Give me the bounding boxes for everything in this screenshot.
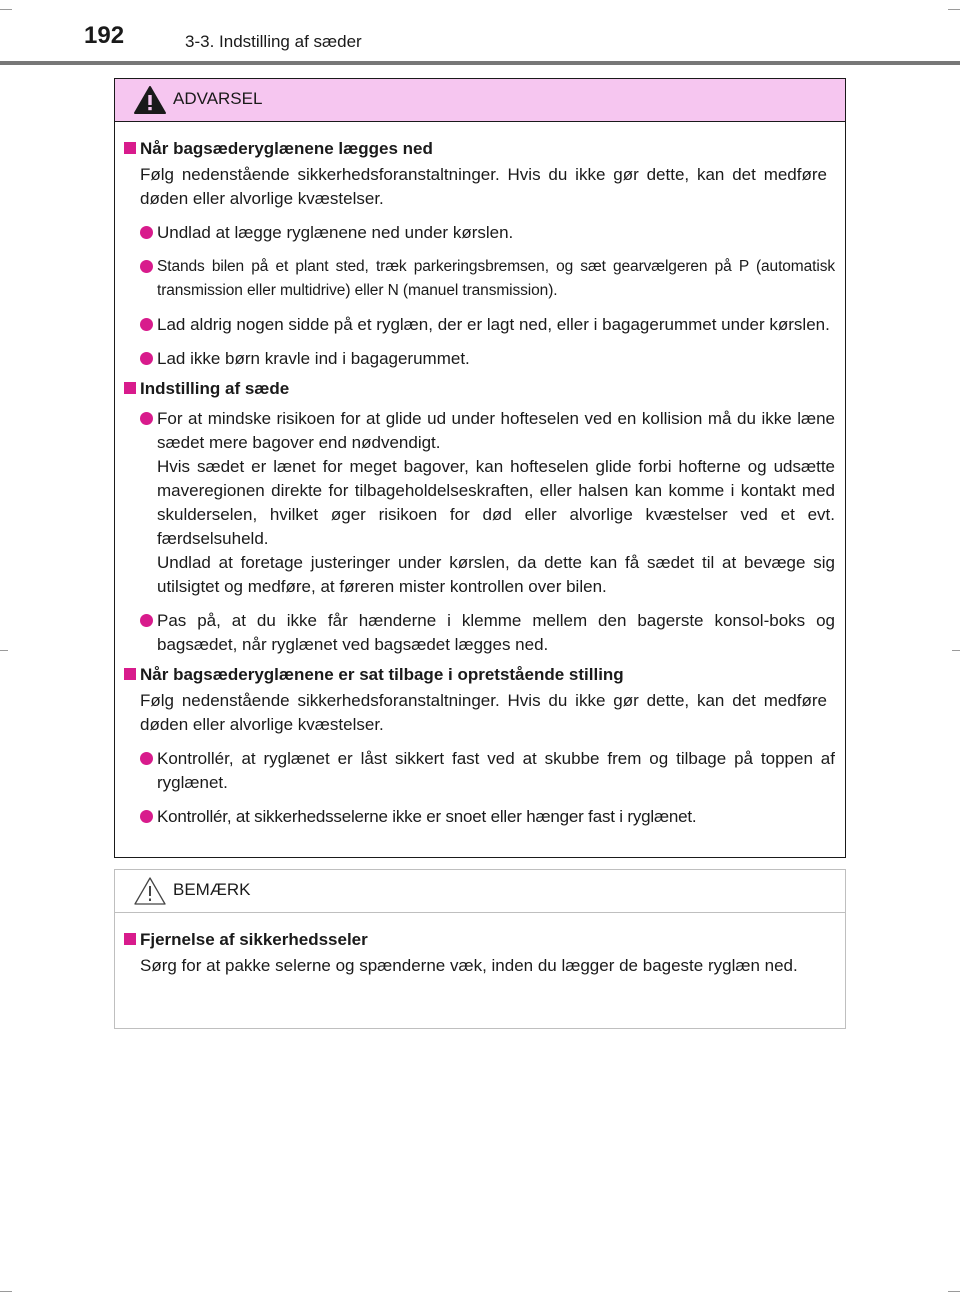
crop-mark bbox=[948, 1291, 960, 1292]
section-intro: Følg nedenstående sikkerhedsforanstaltninger. Hvis du ikke gør dette, kan det medføre døden eller alvorlige kvæstelser. bbox=[140, 165, 827, 208]
notice-text: Sørg for at pakke selerne og spænderne væk, inden du lægger de bageste ryglæn ned. bbox=[140, 956, 798, 975]
warning-triangle-outline-icon bbox=[133, 876, 167, 906]
warning-title: ADVARSEL bbox=[173, 89, 263, 108]
list-item bbox=[115, 407, 845, 599]
warning-body bbox=[115, 137, 845, 829]
page-number: 192 bbox=[84, 22, 125, 49]
list-item: Kontrollér, at ryglænet er låst sikkert fast ved at skubbe frem og tilbage på toppen af ryglænet. bbox=[115, 747, 845, 795]
crop-mark bbox=[0, 1291, 12, 1292]
crop-mark bbox=[948, 9, 960, 10]
warning-box bbox=[114, 78, 846, 858]
list-item-text: Hvis sædet er lænet for meget bagover, kan hofteselen glide forbi hofterne og udsætte maveregionen direkte for tilbageholdelseskraften, eller halsen kan komme i kontakt med skulderselen, hvilket øger risikoen for død eller alvorlige kvæstelser ved et evt. færdselsuheld. bbox=[157, 457, 835, 548]
warning-header bbox=[115, 79, 845, 122]
notice-header bbox=[115, 870, 845, 913]
notice-body bbox=[115, 928, 845, 978]
crop-mark bbox=[0, 650, 8, 651]
crop-mark bbox=[952, 650, 960, 651]
section-heading: Fjernelse af sikkerhedsseler bbox=[115, 928, 845, 952]
notice-title: BEMÆRK bbox=[173, 880, 251, 899]
list-item: Lad aldrig nogen sidde på et ryglæn, der er lagt ned, eller i bagagerummet under kørslen. bbox=[115, 313, 845, 337]
list-item: Kontrollér, at sikkerhedsselerne ikke er snoet eller hænger fast i ryglænet. bbox=[115, 805, 845, 829]
list-item: Lad ikke børn kravle ind i bagagerummet. bbox=[115, 347, 845, 371]
crop-mark bbox=[0, 9, 12, 10]
header-rule bbox=[0, 61, 960, 65]
section-intro: Følg nedenstående sikkerhedsforanstaltninger. Hvis du ikke gør dette, kan det medføre døden eller alvorlige kvæstelser. bbox=[140, 691, 827, 734]
notice-box bbox=[114, 869, 846, 1029]
list-item: Pas på, at du ikke får hænderne i klemme mellem den bagerste konsol-boks og bagsædet, når ryglænet ved bagsædet lægges ned. bbox=[115, 609, 845, 657]
warning-triangle-filled-icon bbox=[133, 85, 167, 115]
list-item: Stands bilen på et plant sted, træk parkeringsbremsen, og sæt gearvælgeren på P (automatisk transmission eller multidrive) eller N (manuel transmission). bbox=[115, 255, 845, 303]
section-title: 3-3. Indstilling af sæder bbox=[185, 32, 362, 51]
section-heading: Indstilling af sæde bbox=[115, 377, 845, 401]
list-item-text: Undlad at foretage justeringer under kørslen, da dette kan få sædet til at bevæge sig utilsigtet og medføre, at føreren mister kontrollen over bilen. bbox=[157, 553, 835, 596]
list-item: Undlad at lægge ryglænene ned under kørslen. bbox=[115, 221, 845, 245]
section-heading: Når bagsæderyglænene lægges ned bbox=[115, 137, 845, 161]
list-item-text: For at mindske risikoen for at glide ud under hofteselen ved en kollision må du ikke læne sædet mere bagover end nødvendigt. bbox=[157, 409, 835, 452]
section-heading: Når bagsæderyglænene er sat tilbage i opretstående stilling bbox=[115, 663, 845, 687]
